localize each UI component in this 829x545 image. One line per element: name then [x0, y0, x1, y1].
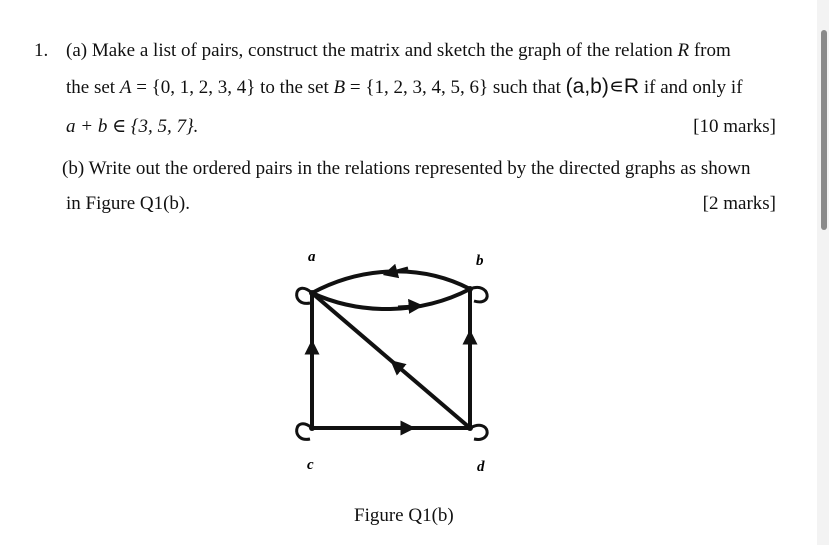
arrow-a-to-b — [398, 306, 416, 307]
set-a-intro: the set — [66, 77, 116, 98]
part-a-line-2 — [66, 76, 743, 99]
figure-caption: Figure Q1(b) — [354, 505, 454, 526]
edge-d-to-a — [312, 293, 470, 428]
directed-graph — [280, 235, 530, 505]
arrow-d-to-a — [396, 365, 410, 377]
relation-symbol: R — [677, 40, 690, 61]
node-a — [309, 290, 315, 296]
node-c — [309, 425, 315, 431]
such-that-text: such that — [492, 77, 561, 98]
part-b-label: (b) — [62, 158, 85, 179]
part-a-condition — [66, 116, 198, 138]
part-b-text: Write out the ordered pairs in the relations represented by the directed graphs as shown — [88, 158, 751, 179]
part-a-label: (a) — [66, 40, 88, 61]
node-label-d: d — [477, 459, 485, 475]
node-label-a: a — [308, 249, 316, 265]
node-label-b: b — [476, 253, 484, 269]
set-a-name: A — [119, 77, 132, 98]
question-number: 1. — [34, 40, 49, 61]
part-a-line1-end: from — [693, 40, 731, 61]
directed-graph-figure — [280, 235, 530, 505]
membership-expression: (a,b)∊R — [565, 75, 640, 98]
set-b-name: B — [333, 77, 346, 98]
scrollbar-thumb[interactable] — [821, 30, 827, 230]
part-a-marks: [10 marks] — [693, 116, 776, 137]
part-b-marks: [2 marks] — [702, 193, 776, 214]
condition-expression: a + b ∈ {3, 5, 7}. — [66, 116, 199, 137]
loop-a — [297, 288, 312, 303]
node-label-c: c — [307, 457, 314, 473]
part-b-line-1 — [62, 158, 750, 180]
node-b — [467, 286, 473, 292]
edge-a-to-b — [312, 289, 470, 309]
set-b-intro: to the set — [260, 77, 329, 98]
set-a-definition: = {0, 1, 2, 3, 4} — [136, 77, 256, 98]
vertical-scrollbar[interactable] — [817, 0, 829, 545]
iff-text: if and only if — [643, 77, 743, 98]
part-b-line-2: in Figure Q1(b). — [66, 193, 191, 214]
part-a-text: Make a list of pairs, construct the matrix and sketch the graph of the relation — [91, 40, 673, 61]
part-a-line-1 — [66, 40, 731, 62]
set-b-definition: = {1, 2, 3, 4, 5, 6} — [349, 77, 489, 98]
edge-b-to-a — [312, 271, 470, 293]
node-d — [467, 425, 473, 431]
